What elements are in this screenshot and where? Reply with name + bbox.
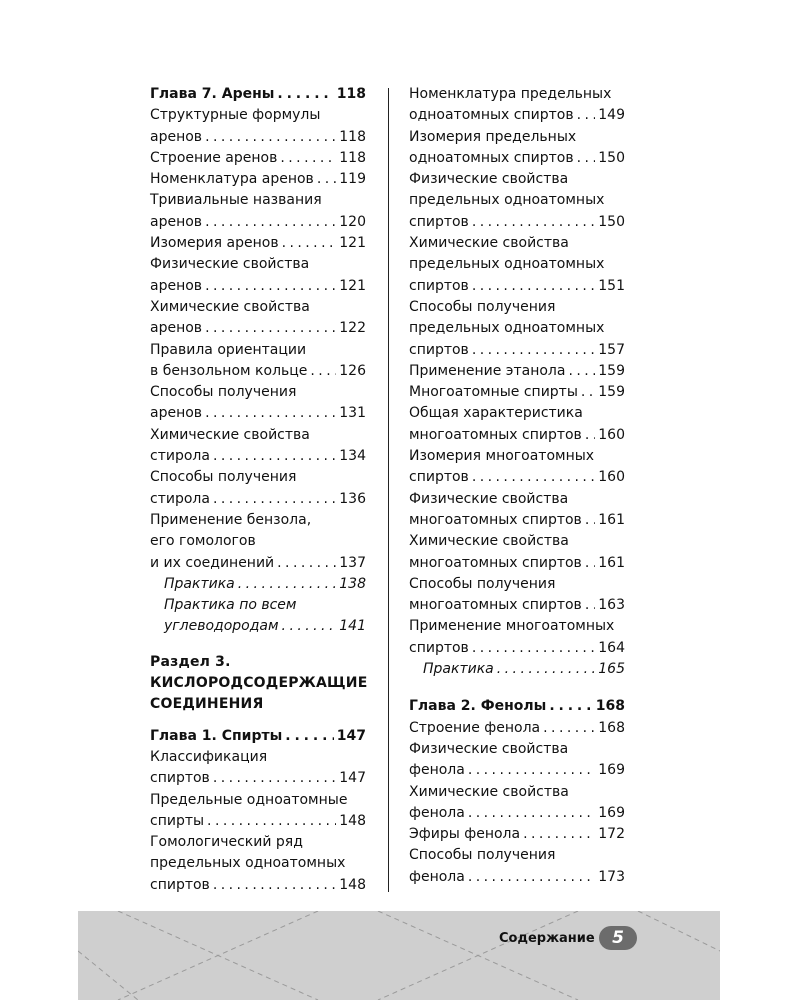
- toc-right-column: [409, 84, 625, 888]
- toc-entry-text: спиртов: [409, 341, 469, 358]
- toc-entry-text: Применение бензола,: [150, 511, 312, 528]
- toc-entry-text: Тривиальные названия: [150, 192, 322, 209]
- toc-page-number: 151: [598, 277, 625, 294]
- toc-page-number: 148: [339, 812, 366, 829]
- toc-entry[interactable]: [409, 739, 625, 782]
- toc-entry[interactable]: [409, 616, 625, 659]
- toc-page-number: 173: [598, 868, 625, 885]
- toc-page-number: 172: [598, 826, 625, 843]
- toc-page-number: 118: [339, 128, 366, 145]
- toc-entry-text: спиртов: [409, 639, 469, 656]
- toc-entry[interactable]: [409, 84, 625, 127]
- toc-entry-text: Номенклатура предельных: [409, 86, 612, 102]
- toc-practice-item[interactable]: [150, 574, 366, 595]
- toc-entry-text: фенола: [409, 804, 465, 821]
- dot-leader: [317, 169, 336, 190]
- toc-entry-text: Строение аренов: [150, 149, 278, 166]
- toc-page-number: 161: [598, 554, 625, 571]
- toc-entry-text: многоатомных спиртов: [409, 426, 582, 443]
- toc-entry-text: Физические свойства: [409, 490, 569, 507]
- toc-chapter-heading[interactable]: Глава 2. Фенолы . . . 168: [409, 696, 625, 717]
- toc-entry[interactable]: [409, 574, 625, 617]
- page-number-badge: 5: [599, 926, 637, 950]
- toc-entry-text: Общая характеристика: [409, 405, 583, 422]
- dot-leader: [468, 867, 595, 888]
- toc-entry-text: аренов: [150, 277, 203, 294]
- toc-entry-text: Предельные одноатомные: [150, 791, 348, 808]
- column-divider: [388, 88, 389, 892]
- toc-entry[interactable]: [150, 233, 366, 254]
- toc-entry-text: Применение этанола: [409, 362, 566, 379]
- toc-entry[interactable]: [409, 845, 625, 888]
- dot-leader: [585, 595, 595, 616]
- toc-entry-text: его гомологов: [150, 533, 256, 550]
- toc-entry[interactable]: [150, 467, 366, 510]
- dot-leader: [205, 212, 336, 233]
- toc-entry-text: многоатомных спиртов: [409, 511, 582, 528]
- dot-leader: [472, 638, 595, 659]
- toc-practice-item[interactable]: [409, 659, 625, 680]
- toc-entry[interactable]: [409, 446, 625, 489]
- toc-entry[interactable]: [150, 297, 366, 340]
- toc-entry[interactable]: [409, 169, 625, 233]
- dot-leader: [207, 811, 336, 832]
- toc-entry[interactable]: [409, 824, 625, 845]
- toc-entry-text: стирола: [150, 448, 210, 465]
- toc-entry-text: Химические свойства: [409, 783, 569, 800]
- dot-leader: [205, 318, 336, 339]
- dot-leader: [468, 760, 595, 781]
- toc-entry-text: Изомерия аренов: [150, 235, 279, 252]
- toc-entry[interactable]: [150, 340, 366, 383]
- dot-leader: [472, 276, 595, 297]
- dot-leader: [280, 148, 336, 169]
- toc-practice-entries: [409, 659, 625, 680]
- toc-entry-text: предельных одноатомных: [409, 256, 605, 273]
- toc-entry-text: Строение фенола: [409, 719, 541, 736]
- toc-entries: [409, 84, 625, 659]
- toc-entry-text: Практика по всем: [164, 597, 297, 614]
- toc-entry[interactable]: [150, 382, 366, 425]
- dot-leader: [585, 425, 595, 446]
- toc-page-number: 118: [339, 149, 366, 166]
- toc-entry-text: Химические свойства: [150, 426, 310, 443]
- toc-page-number: 119: [339, 171, 366, 188]
- toc-entry-text: в бензольном кольце: [150, 362, 308, 379]
- toc-page-number: 122: [339, 320, 366, 337]
- dot-leader: [543, 718, 595, 739]
- toc-entry-text: одноатомных спиртов: [409, 107, 574, 124]
- toc-entry-text: Физические свойства: [150, 256, 310, 273]
- toc-page-number: 147: [339, 770, 366, 787]
- dot-leader: [213, 489, 336, 510]
- toc-entry-text: Физические свойства: [409, 171, 569, 188]
- toc-entry-text: Номенклатура аренов: [150, 171, 314, 188]
- toc-page-number: 160: [598, 426, 625, 443]
- dot-leader: [282, 616, 337, 637]
- dot-leader: [581, 382, 595, 403]
- toc-entry[interactable]: [150, 747, 366, 790]
- toc-page-number: 169: [598, 762, 625, 779]
- toc-page-number: 149: [598, 107, 625, 124]
- dot-leader: [585, 510, 595, 531]
- toc-page-number: 141: [339, 618, 366, 635]
- toc-entry-text: Физические свойства: [409, 740, 569, 757]
- toc-entry[interactable]: [150, 254, 366, 297]
- dot-leader: [213, 768, 336, 789]
- toc-entry-text: многоатомных спиртов: [409, 554, 582, 571]
- toc-entry[interactable]: [150, 510, 366, 574]
- toc-entry-text: предельных одноатомных: [409, 192, 605, 209]
- footer-band: [78, 911, 720, 1000]
- toc-entry-text: аренов: [150, 128, 203, 145]
- toc-entry[interactable]: [150, 105, 366, 148]
- toc-entry-text: Практика: [164, 575, 235, 592]
- toc-entry-text: спирты: [150, 812, 205, 829]
- toc-entry-text: аренов: [150, 213, 203, 230]
- toc-entry-text: Гомологический ряд: [150, 834, 303, 851]
- toc-entry[interactable]: [409, 403, 625, 446]
- toc-page-number: 169: [598, 804, 625, 821]
- toc-entry[interactable]: [409, 297, 625, 361]
- toc-page-number: 150: [598, 149, 625, 166]
- toc-entry-text: Практика: [423, 661, 494, 678]
- toc-entry-text: Способы получения: [409, 847, 556, 864]
- dot-leader: [472, 340, 595, 361]
- toc-page-number: 159: [598, 384, 625, 401]
- toc-entry-text: Изомерия многоатомных: [409, 448, 595, 465]
- dot-leader: [282, 233, 337, 254]
- toc-entry-text: Классификация: [150, 748, 268, 765]
- toc-entry-text: Способы получения: [150, 384, 297, 401]
- toc-page-number: 150: [598, 213, 625, 230]
- toc-entry[interactable]: [409, 382, 625, 403]
- toc-entry-text: спиртов: [409, 469, 469, 486]
- toc-entry-text: фенола: [409, 762, 465, 779]
- toc-chapter-heading[interactable]: Глава 7. Арены . . . 118: [150, 84, 366, 105]
- toc-page-number: 126: [339, 362, 366, 379]
- dot-leader: [310, 361, 336, 382]
- dot-leader: [205, 403, 336, 424]
- toc-practice-entries: [150, 574, 366, 638]
- toc-page-number: 121: [339, 235, 366, 252]
- toc-entry-text: аренов: [150, 405, 203, 422]
- toc-entry-text: Структурные формулы: [150, 107, 321, 124]
- toc-entry-text: спиртов: [150, 876, 210, 893]
- dot-leader: [472, 467, 595, 488]
- toc-entry-text: Способы получения: [150, 469, 297, 486]
- toc-entry[interactable]: [150, 190, 366, 233]
- dot-leader: [577, 105, 596, 126]
- toc-entry[interactable]: [150, 790, 366, 833]
- toc-entry-text: спиртов: [150, 770, 210, 787]
- toc-entry[interactable]: [409, 127, 625, 170]
- section-heading: Раздел 3. КИСЛОРОДСОДЕРЖАЩИЕ СОЕДИНЕНИЯ: [150, 653, 368, 713]
- toc-entry[interactable]: [150, 832, 366, 896]
- toc-entry-text: углеводородам: [164, 618, 279, 635]
- toc-practice-item[interactable]: [150, 595, 366, 638]
- toc-page-number: 161: [598, 511, 625, 528]
- toc-page-number: 157: [598, 341, 625, 358]
- dot-leader: [523, 824, 595, 845]
- toc-page-number: 163: [598, 597, 625, 614]
- toc-entry[interactable]: [409, 531, 625, 574]
- toc-entry-text: Химические свойства: [409, 235, 569, 252]
- toc-page-number: 136: [339, 490, 366, 507]
- toc-page-number: 165: [598, 661, 625, 678]
- toc-left-column: [150, 84, 366, 896]
- dot-leader: [468, 803, 595, 824]
- toc-entry-text: одноатомных спиртов: [409, 149, 574, 166]
- dot-leader: [213, 446, 336, 467]
- dot-leader: [585, 553, 595, 574]
- toc-entry-text: Правила ориентации: [150, 341, 307, 358]
- toc-page-number: 168: [598, 719, 625, 736]
- toc-entry-text: предельных одноатомных: [409, 320, 605, 337]
- toc-entry-text: Изомерия предельных: [409, 128, 577, 145]
- toc-entries: [150, 105, 366, 574]
- toc-entry-text: спиртов: [409, 277, 469, 294]
- toc-entry[interactable]: [150, 169, 366, 190]
- toc-entry[interactable]: [409, 361, 625, 382]
- toc-page-number: 138: [339, 575, 366, 592]
- dot-leader: [213, 875, 336, 896]
- toc-page-number: 137: [339, 554, 366, 571]
- toc-entry-text: спиртов: [409, 213, 469, 230]
- toc-page-number: 120: [339, 213, 366, 230]
- dot-leader: [205, 127, 336, 148]
- toc-page-number: 160: [598, 469, 625, 486]
- toc-chapter-heading[interactable]: Глава 1. Спирты . . . 147: [150, 726, 366, 747]
- running-footer-title: Содержание: [499, 931, 595, 946]
- toc-entry-text: Способы получения: [409, 298, 556, 315]
- toc-page-number: 131: [339, 405, 366, 422]
- toc-entry-text: фенола: [409, 868, 465, 885]
- toc-page-number: 159: [598, 362, 625, 379]
- toc-entry-text: Химические свойства: [409, 533, 569, 550]
- toc-entry[interactable]: [150, 148, 366, 169]
- dot-leader: [277, 553, 336, 574]
- toc-entry[interactable]: [409, 782, 625, 825]
- toc-entry-text: многоатомных спиртов: [409, 597, 582, 614]
- toc-page-number: 164: [598, 639, 625, 656]
- dot-leader: [497, 659, 596, 680]
- toc-entry[interactable]: [150, 425, 366, 468]
- dot-leader: [577, 148, 596, 169]
- toc-entry[interactable]: [409, 233, 625, 297]
- toc-entry-text: Применение многоатомных: [409, 618, 615, 635]
- toc-entry-text: Эфиры фенола: [409, 826, 521, 843]
- dot-leader: [568, 361, 595, 382]
- dot-leader: [205, 276, 336, 297]
- footer-pattern: [78, 911, 720, 1000]
- toc-entries: [150, 747, 366, 896]
- toc-entry-text: предельных одноатомных: [150, 855, 346, 872]
- toc-entry[interactable]: [409, 489, 625, 532]
- toc-page-number: 148: [339, 876, 366, 893]
- toc-entries: [409, 718, 625, 888]
- toc-entry-text: аренов: [150, 320, 203, 337]
- toc-entry-text: Химические свойства: [150, 298, 310, 315]
- toc-entry-text: и их соединений: [150, 554, 275, 571]
- dot-leader: [238, 574, 337, 595]
- toc-entry-text: Многоатомные спирты: [409, 384, 578, 401]
- toc-page-number: 121: [339, 277, 366, 294]
- toc-entry[interactable]: [409, 718, 625, 739]
- toc-page-number: 134: [339, 448, 366, 465]
- toc-entry-text: Способы получения: [409, 575, 556, 592]
- dot-leader: [472, 212, 595, 233]
- toc-entry-text: стирола: [150, 490, 210, 507]
